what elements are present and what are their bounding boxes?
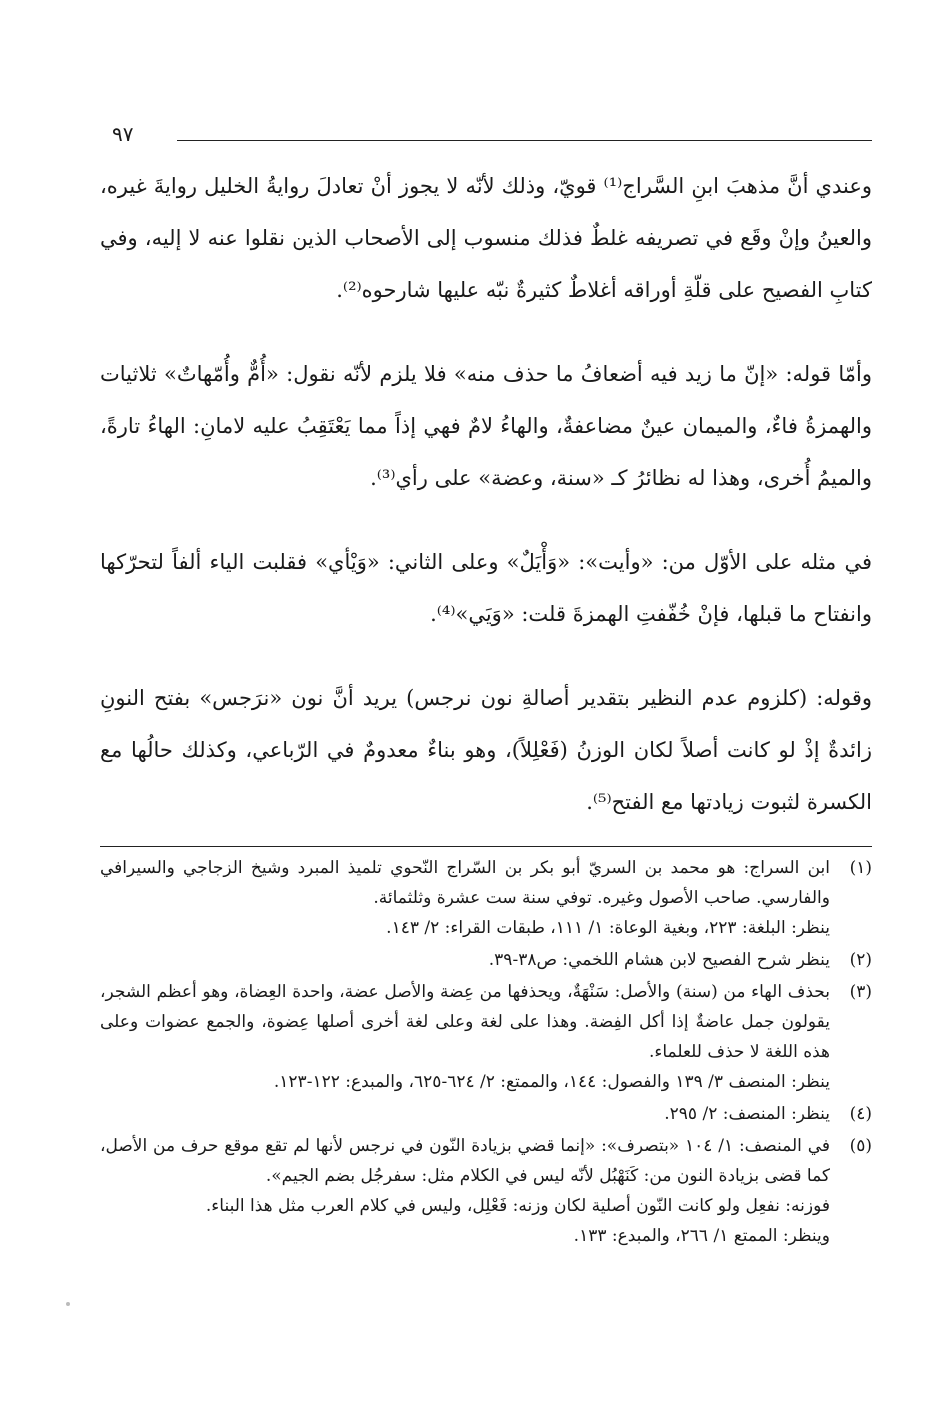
paragraph: وقوله: (كلزوم عدم النظير بتقدير أصالةِ نون نرجس) يريد أنَّ نون «نرَجس» بفتح النونِ زائدةٌ إذْ لو كانت أصلاً لكان الوزنُ (فَعْلِلاً)، وهو بناءٌ معدومٌ في الرّباعي، وكذلك حالُها مع الكسرة لثبوت زيادتها مع الفتح⁽⁵⁾. xyxy=(100,686,872,814)
footnote-text: فوزنه: نفعِل ولو كانت النّون أصلية لكان وزنه: فَعْلِل، وليس في كلام العرب مثل هذا البناء. xyxy=(205,1196,830,1216)
footnote xyxy=(100,1131,872,1251)
footnote-number: (٤) xyxy=(849,1104,872,1124)
footnote-text: ينظر: المنصف: ٢/ ٢٩٥. xyxy=(664,1104,830,1124)
page-number: ٩٧ xyxy=(112,122,134,146)
footnote-separator xyxy=(100,846,872,847)
footnote-source: ينظر: البلغة: ٢٢٣، وبغية الوعاة: ١/ ١١١، طبقات القراء: ٢/ ١٤٣. xyxy=(386,918,830,938)
paragraph: وأمّا قوله: «إنّ ما زيد فيه أضعافُ ما حذف منه» فلا يلزم لأنّه نقول: «أُمٌّ وأُمّهاتٌ» ثلاثيات والهمزةُ فاءٌ، والميمان عينٌ مضاعفةٌ، والهاءُ لامٌ فهي إذاً مما يَعْتَقِبُ عليه لامانِ: الهاءُ تارةً، والميمُ أُخرى، وهذا له نظائرُ كـ «سنة، وعضة» على رأي⁽³⁾. xyxy=(100,362,872,490)
paragraph: وعندي أنَّ مذهبَ ابنِ السَّراج⁽¹⁾ قويّ، وذلك لأنّه لا يجوز أنْ تعادلَ روايةُ الخليل روايةَ غيره، والعينُ وإنْ وقَع في تصريفه غلطٌ فذلك منسوب إلى الأصحاب الذين نقلوا عنه لا إليه، وفي كتابِ الفصيح على قلّةِ أوراقه أغلاطٌ كثيرةٌ نبّه عليها شارحوه⁽²⁾. xyxy=(100,174,872,302)
footnote-number: (٣) xyxy=(849,982,872,1002)
footnote-text: في المنصف: ١/ ١٠٤ «بتصرف»: «إنما قضي بزيادة النّون في نرجس لأنها لم تقع موقع حرف من الأصل، كما قضى بزيادة النون من: كَنَهْبُل لأنّه ليس في الكلام مثل: سفرجُل بضم الجيم». xyxy=(100,1136,830,1186)
footnote-number: (٥) xyxy=(849,1136,872,1156)
footnote-text: ابن السراج: هو محمد بن السريّ أبو بكر بن السّراج النّحوي تلميذ المبرد وشيخ الزجاجي والسيرافي والفارسي. صاحب الأصول وغيره. توفي سنة ست عشرة وثلثمائة. xyxy=(100,858,830,908)
page-body xyxy=(100,160,872,1253)
footnote xyxy=(100,1099,872,1129)
footnote xyxy=(100,945,872,975)
paragraph: في مثله على الأوّل من: «وأيت»: «وَأْيَلٌ» وعلى الثاني: «وَيْأي» فقلبت الياء ألفاً لتحرّكها وانفتاح ما قبلها، فإنْ خُفّفتِ الهمزةَ قلت: «وَيَي»⁽⁴⁾. xyxy=(100,550,872,626)
footnote-source: وينظر: الممتع ١/ ٢٦٦، والمبدع: ١٣٣. xyxy=(573,1226,830,1246)
footnote-text: بحذف الهاء من (سنة) والأصل: سَنْهَةٌ، ويحذفها من عِضة والأصل عضة، واحدة العِضاة، وهو أعظم الشجر، يقولون جمل عاضةٌ إذا أكل الفِضة. وهذا على لغة وعلى لغة أخرى أصلها عِضوة، والجمع عضوات وعلى هذه اللغة لا حذف للعلماء. xyxy=(100,982,830,1062)
footnote-number: (٢) xyxy=(849,950,872,970)
footnote-text: ينظر شرح الفصيح لابن هشام اللخمي: ص٣٨-٣٩. xyxy=(488,950,830,970)
margin-speck xyxy=(66,1302,70,1306)
footnotes xyxy=(100,853,872,1251)
footnote xyxy=(100,977,872,1097)
footnote-source: ينظر: المنصف ٣/ ١٣٩ والفصول: ١٤٤، والممتع: ٢/ ٦٢٤-٦٢٥، والمبدع: ١٢٢-١٢٣. xyxy=(273,1072,830,1092)
footnote-number: (١) xyxy=(849,858,872,878)
header-rule xyxy=(177,140,872,141)
footnote xyxy=(100,853,872,943)
